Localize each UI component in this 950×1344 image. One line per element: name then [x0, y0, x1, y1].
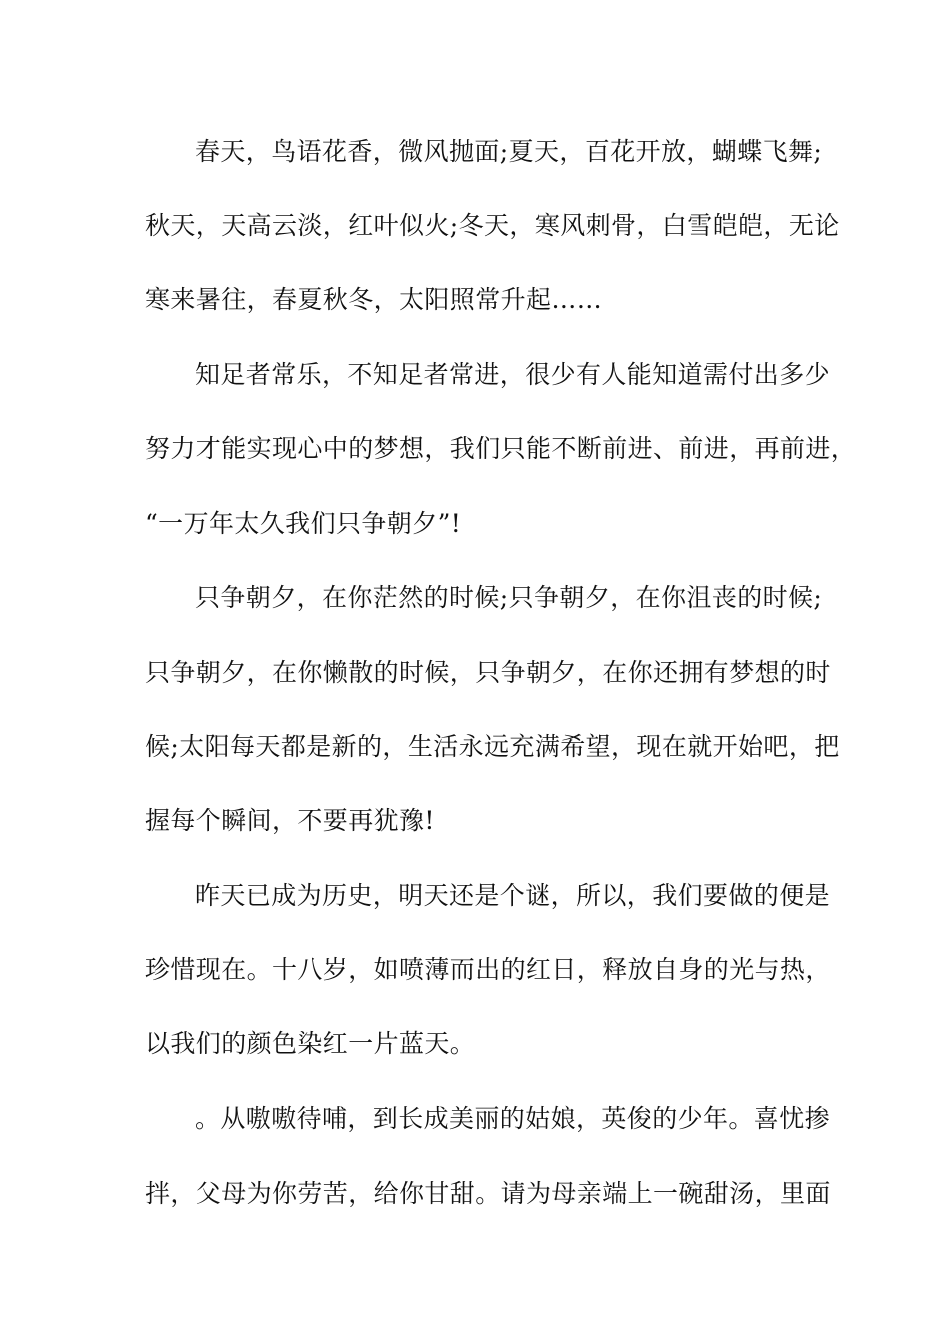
- paragraph-1-line-2: 秋天，天高云淡，红叶似火;冬天，寒风刺骨，白雪皑皑，无论: [145, 211, 840, 240]
- paragraph-1-line-1: 春天，鸟语花香，微风抛面;夏天，百花开放，蝴蝶飞舞;: [195, 137, 823, 166]
- paragraph-2-line-3: “一万年太久我们只争朝夕”!: [145, 509, 462, 538]
- paragraph-2-line-2: 努力才能实现心中的梦想，我们只能不断前进、前进，再前进，: [145, 434, 857, 463]
- paragraph-3-line-1: 只争朝夕，在你茫然的时候;只争朝夕，在你沮丧的时候;: [195, 583, 823, 612]
- paragraph-3-line-2: 只争朝夕，在你懒散的时候，只争朝夕，在你还拥有梦想的时: [145, 658, 831, 687]
- paragraph-5-line-2: 拌，父母为你劳苦，给你甘甜。请为母亲端上一碗甜汤，里面: [145, 1179, 831, 1208]
- paragraph-1-line-3: 寒来暑往，春夏秋冬，太阳照常升起……: [145, 285, 603, 314]
- paragraph-3-line-3: 候;太阳每天都是新的，生活永远充满希望，现在就开始吧，把: [145, 732, 840, 761]
- paragraph-4-line-1: 昨天已成为历史，明天还是个谜，所以，我们要做的便是: [195, 881, 831, 910]
- paragraph-5-line-1: 。从嗷嗷待哺，到长成美丽的姑娘，英俊的少年。喜忧掺: [195, 1104, 831, 1133]
- paragraph-4-line-2: 珍惜现在。十八岁，如喷薄而出的红日，释放自身的光与热，: [145, 955, 831, 984]
- paragraph-3-line-4: 握每个瞬间，不要再犹豫!: [145, 806, 435, 835]
- paragraph-4-line-3: 以我们的颜色染红一片蓝天。: [145, 1029, 476, 1058]
- paragraph-2-line-1: 知足者常乐，不知足者常进，很少有人能知道需付出多少: [195, 360, 831, 389]
